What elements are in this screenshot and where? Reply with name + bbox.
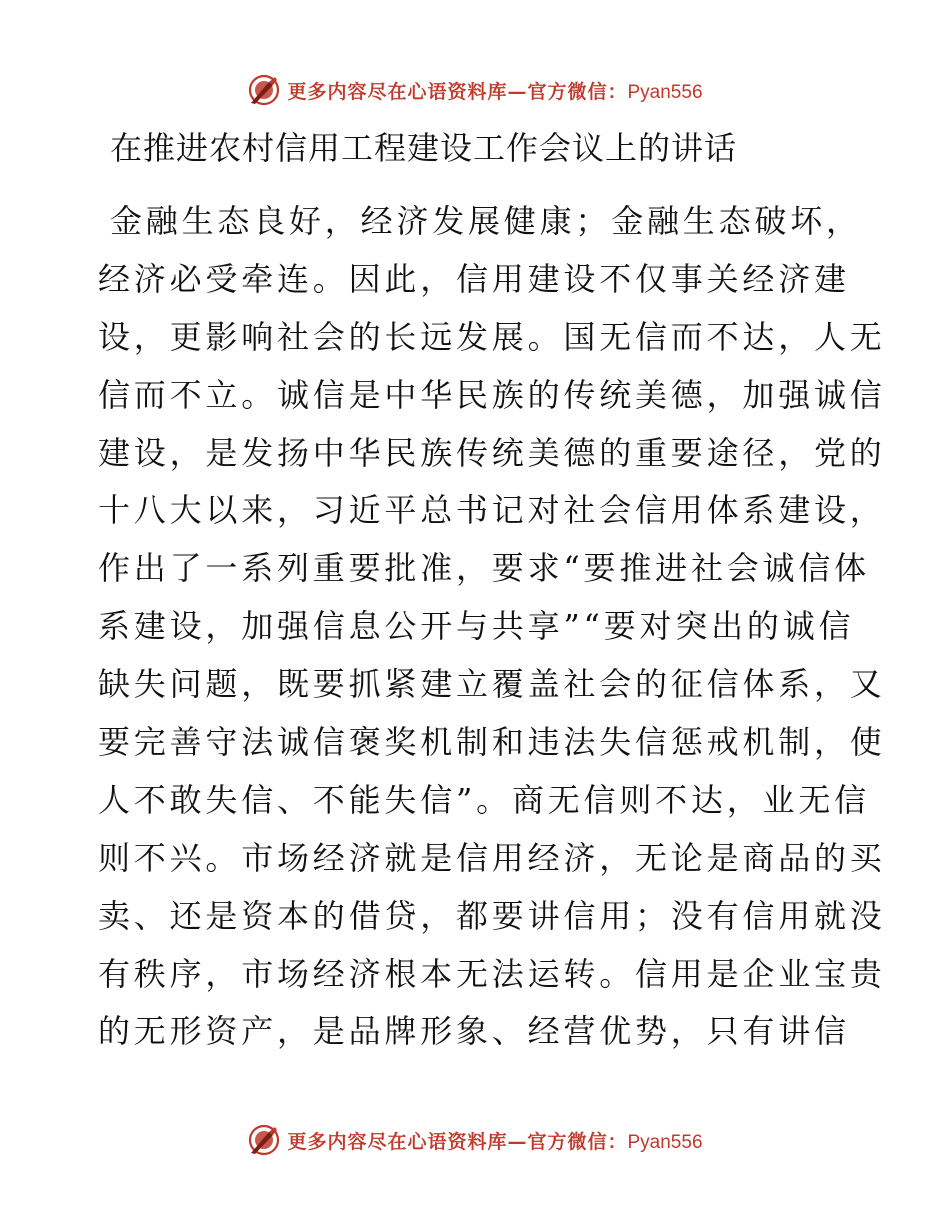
body-line: 要完善守法诚信褒奖机制和违法失信惩戒机制，使 — [98, 723, 886, 762]
body-line: 金融生态良好，经济发展健康；金融生态破坏， — [110, 202, 862, 240]
watermark-text — [287, 77, 702, 104]
body-line: 设，更影响社会的长远发展。国无信而不达，人无 — [98, 317, 886, 356]
quill-logo-icon — [247, 73, 281, 107]
body-line: 经济必受牵连。因此，信用建设不仅事关经济建 — [98, 259, 850, 298]
footer-watermark — [0, 1120, 950, 1160]
body-line: 作出了一系列重要批准，要求“要推进社会诚信体 — [98, 549, 870, 588]
body-line: 人不敢失信、不能失信”。商无信则不达，业无信 — [98, 780, 870, 819]
document-title: 在推进农村信用工程建设工作会议上的讲话 — [110, 129, 738, 167]
body-line: 系建设，加强信息公开与共享”“要对突出的诚信 — [98, 607, 855, 646]
body-line: 则不兴。市场经济就是信用经济，无论是商品的买 — [98, 838, 886, 877]
body-line: 信而不立。诚信是中华民族的传统美德，加强诚信 — [98, 375, 886, 414]
header-watermark — [0, 70, 950, 110]
body-line: 卖、还是资本的借贷，都要讲信用；没有信用就没 — [98, 896, 886, 935]
watermark-account: Pyan556 — [627, 1131, 703, 1153]
quill-logo-icon — [247, 1123, 281, 1157]
watermark-text — [287, 1127, 702, 1154]
document-body — [98, 193, 886, 1061]
body-line: 缺失问题，既要抓紧建立覆盖社会的征信体系，又 — [98, 665, 886, 704]
body-line: 的无形资产，是品牌形象、经营优势，只有讲信 — [98, 1012, 850, 1051]
watermark-label: 更多内容尽在心语资料库—官方微信： — [287, 80, 628, 103]
body-line: 建设，是发扬中华民族传统美德的重要途径，党的 — [98, 433, 886, 472]
watermark-account: Pyan556 — [627, 81, 703, 103]
body-line: 十八大以来，习近平总书记对社会信用体系建设， — [98, 491, 886, 530]
watermark-label: 更多内容尽在心语资料库—官方微信： — [287, 1130, 628, 1153]
body-line: 有秩序，市场经济根本无法运转。信用是企业宝贵 — [98, 954, 886, 993]
